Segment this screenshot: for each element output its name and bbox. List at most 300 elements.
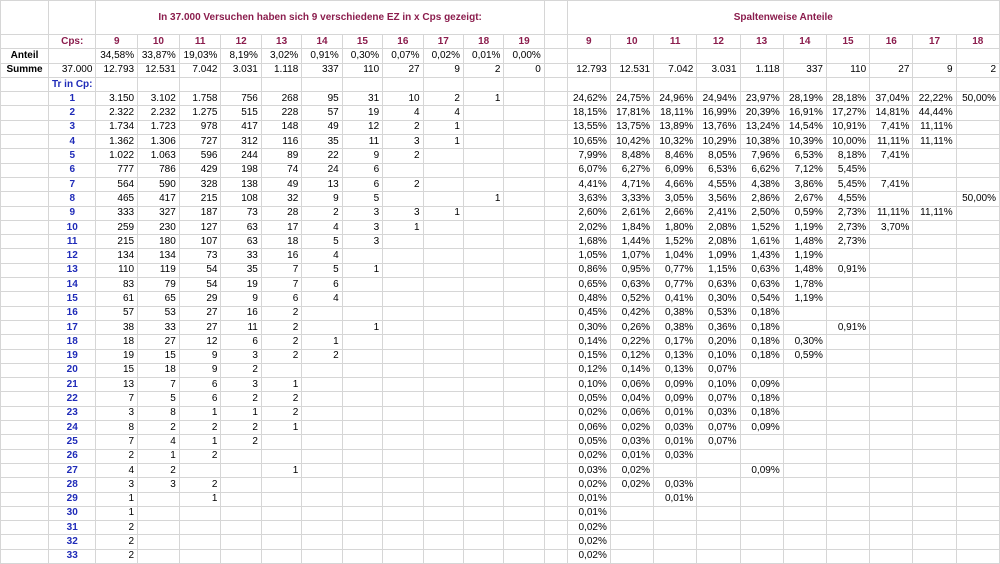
count-cell[interactable] bbox=[463, 535, 503, 549]
share-cell[interactable]: 0,63% bbox=[610, 278, 653, 292]
count-cell[interactable] bbox=[383, 349, 423, 363]
right-cps-header[interactable]: 17 bbox=[913, 35, 956, 49]
count-cell[interactable]: 590 bbox=[138, 177, 180, 191]
tr-index[interactable]: 1 bbox=[49, 92, 96, 106]
share-cell[interactable] bbox=[870, 378, 913, 392]
share-cell[interactable]: 0,05% bbox=[567, 435, 610, 449]
count-cell[interactable] bbox=[504, 506, 544, 520]
count-cell[interactable] bbox=[138, 549, 180, 563]
share-cell[interactable] bbox=[870, 535, 913, 549]
right-summe-cell[interactable]: 12.793 bbox=[567, 63, 610, 77]
count-cell[interactable] bbox=[261, 478, 301, 492]
count-cell[interactable] bbox=[383, 492, 423, 506]
count-cell[interactable] bbox=[463, 463, 503, 477]
share-cell[interactable] bbox=[783, 492, 826, 506]
share-cell[interactable] bbox=[913, 521, 956, 535]
count-cell[interactable]: 4 bbox=[302, 220, 342, 234]
share-cell[interactable]: 0,54% bbox=[740, 292, 783, 306]
empty-cell[interactable] bbox=[544, 77, 567, 91]
count-cell[interactable] bbox=[504, 220, 544, 234]
count-cell[interactable]: 11 bbox=[221, 320, 261, 334]
share-cell[interactable] bbox=[826, 521, 869, 535]
empty-cell[interactable] bbox=[342, 77, 382, 91]
empty-cell[interactable] bbox=[544, 278, 567, 292]
count-cell[interactable]: 312 bbox=[221, 135, 261, 149]
count-cell[interactable]: 1 bbox=[96, 506, 138, 520]
empty-cell[interactable] bbox=[544, 492, 567, 506]
share-cell[interactable]: 0,01% bbox=[654, 492, 697, 506]
empty-cell[interactable] bbox=[1, 163, 49, 177]
share-cell[interactable] bbox=[870, 249, 913, 263]
share-cell[interactable]: 1,19% bbox=[783, 292, 826, 306]
tr-index[interactable]: 13 bbox=[49, 263, 96, 277]
empty-cell[interactable] bbox=[49, 1, 96, 35]
share-cell[interactable]: 2,02% bbox=[567, 220, 610, 234]
share-cell[interactable]: 3,05% bbox=[654, 192, 697, 206]
empty-cell[interactable] bbox=[544, 1, 567, 35]
count-cell[interactable]: 148 bbox=[261, 120, 301, 134]
count-cell[interactable]: 89 bbox=[261, 149, 301, 163]
share-cell[interactable]: 4,55% bbox=[826, 192, 869, 206]
count-cell[interactable] bbox=[463, 363, 503, 377]
count-cell[interactable] bbox=[383, 406, 423, 420]
share-cell[interactable]: 3,70% bbox=[870, 220, 913, 234]
empty-cell[interactable] bbox=[956, 49, 999, 63]
count-cell[interactable] bbox=[383, 335, 423, 349]
count-cell[interactable] bbox=[383, 449, 423, 463]
share-cell[interactable] bbox=[783, 306, 826, 320]
share-cell[interactable] bbox=[956, 349, 999, 363]
count-cell[interactable]: 1 bbox=[302, 335, 342, 349]
right-cps-header[interactable]: 13 bbox=[740, 35, 783, 49]
share-cell[interactable]: 7,41% bbox=[870, 120, 913, 134]
count-cell[interactable] bbox=[504, 135, 544, 149]
empty-cell[interactable] bbox=[544, 406, 567, 420]
tr-index[interactable]: 30 bbox=[49, 506, 96, 520]
share-cell[interactable]: 0,12% bbox=[567, 363, 610, 377]
empty-cell[interactable] bbox=[544, 320, 567, 334]
count-cell[interactable] bbox=[342, 363, 382, 377]
empty-cell[interactable] bbox=[138, 77, 180, 91]
share-cell[interactable] bbox=[870, 306, 913, 320]
share-cell[interactable]: 0,02% bbox=[567, 549, 610, 563]
count-cell[interactable]: 63 bbox=[221, 220, 261, 234]
share-cell[interactable] bbox=[913, 506, 956, 520]
count-cell[interactable] bbox=[261, 506, 301, 520]
count-cell[interactable]: 119 bbox=[138, 263, 180, 277]
share-cell[interactable]: 0,02% bbox=[567, 535, 610, 549]
count-cell[interactable] bbox=[504, 263, 544, 277]
cps-label[interactable]: Cps: bbox=[49, 35, 96, 49]
share-cell[interactable]: 6,53% bbox=[697, 163, 740, 177]
share-cell[interactable] bbox=[783, 421, 826, 435]
count-cell[interactable]: 2 bbox=[221, 392, 261, 406]
share-cell[interactable] bbox=[913, 363, 956, 377]
empty-cell[interactable] bbox=[956, 77, 999, 91]
count-cell[interactable]: 6 bbox=[179, 378, 221, 392]
right-summe-cell[interactable]: 27 bbox=[870, 63, 913, 77]
count-cell[interactable]: 3 bbox=[221, 349, 261, 363]
anteil-cell[interactable]: 34,58% bbox=[96, 49, 138, 63]
empty-cell[interactable] bbox=[544, 120, 567, 134]
count-cell[interactable] bbox=[504, 463, 544, 477]
empty-cell[interactable] bbox=[423, 77, 463, 91]
count-cell[interactable]: 65 bbox=[138, 292, 180, 306]
empty-cell[interactable] bbox=[697, 49, 740, 63]
tr-index[interactable]: 6 bbox=[49, 163, 96, 177]
share-cell[interactable]: 0,09% bbox=[654, 392, 697, 406]
share-cell[interactable] bbox=[783, 320, 826, 334]
count-cell[interactable] bbox=[302, 478, 342, 492]
share-cell[interactable]: 0,05% bbox=[567, 392, 610, 406]
share-cell[interactable]: 18,11% bbox=[654, 106, 697, 120]
share-cell[interactable]: 1,80% bbox=[654, 220, 697, 234]
left-title[interactable]: In 37.000 Versuchen haben sich 9 verschiedene EZ in x Cps gezeigt: bbox=[96, 1, 544, 35]
share-cell[interactable] bbox=[870, 492, 913, 506]
share-cell[interactable] bbox=[956, 120, 999, 134]
count-cell[interactable] bbox=[302, 549, 342, 563]
count-cell[interactable]: 3 bbox=[383, 206, 423, 220]
empty-cell[interactable] bbox=[1, 363, 49, 377]
share-cell[interactable] bbox=[870, 278, 913, 292]
count-cell[interactable]: 327 bbox=[138, 206, 180, 220]
count-cell[interactable] bbox=[463, 335, 503, 349]
empty-cell[interactable] bbox=[544, 206, 567, 220]
share-cell[interactable]: 0,77% bbox=[654, 278, 697, 292]
count-cell[interactable] bbox=[342, 463, 382, 477]
share-cell[interactable]: 2,73% bbox=[826, 206, 869, 220]
count-cell[interactable]: 8 bbox=[96, 421, 138, 435]
count-cell[interactable] bbox=[342, 378, 382, 392]
share-cell[interactable]: 6,53% bbox=[783, 149, 826, 163]
share-cell[interactable]: 11,11% bbox=[913, 206, 956, 220]
count-cell[interactable] bbox=[463, 306, 503, 320]
share-cell[interactable] bbox=[783, 478, 826, 492]
share-cell[interactable]: 2,86% bbox=[740, 192, 783, 206]
empty-cell[interactable] bbox=[1, 521, 49, 535]
count-cell[interactable] bbox=[342, 492, 382, 506]
summe-cell[interactable]: 12.793 bbox=[96, 63, 138, 77]
share-cell[interactable] bbox=[870, 163, 913, 177]
count-cell[interactable] bbox=[221, 549, 261, 563]
share-cell[interactable]: 1,52% bbox=[654, 235, 697, 249]
count-cell[interactable] bbox=[504, 406, 544, 420]
share-cell[interactable] bbox=[654, 535, 697, 549]
count-cell[interactable] bbox=[261, 521, 301, 535]
share-cell[interactable]: 0,59% bbox=[783, 349, 826, 363]
count-cell[interactable] bbox=[261, 549, 301, 563]
share-cell[interactable]: 7,99% bbox=[567, 149, 610, 163]
share-cell[interactable]: 1,48% bbox=[783, 235, 826, 249]
summe-cell[interactable]: 0 bbox=[504, 63, 544, 77]
tr-index[interactable]: 33 bbox=[49, 549, 96, 563]
count-cell[interactable] bbox=[179, 549, 221, 563]
share-cell[interactable] bbox=[956, 135, 999, 149]
count-cell[interactable]: 596 bbox=[179, 149, 221, 163]
share-cell[interactable]: 0,63% bbox=[697, 278, 740, 292]
share-cell[interactable] bbox=[956, 463, 999, 477]
share-cell[interactable] bbox=[913, 149, 956, 163]
share-cell[interactable] bbox=[956, 406, 999, 420]
share-cell[interactable]: 0,03% bbox=[654, 478, 697, 492]
count-cell[interactable] bbox=[302, 421, 342, 435]
share-cell[interactable]: 7,96% bbox=[740, 149, 783, 163]
cps-header[interactable]: 16 bbox=[383, 35, 423, 49]
share-cell[interactable]: 0,14% bbox=[567, 335, 610, 349]
share-cell[interactable] bbox=[870, 421, 913, 435]
share-cell[interactable] bbox=[913, 192, 956, 206]
count-cell[interactable] bbox=[463, 521, 503, 535]
share-cell[interactable] bbox=[870, 463, 913, 477]
share-cell[interactable]: 2,41% bbox=[697, 206, 740, 220]
count-cell[interactable]: 9 bbox=[179, 363, 221, 377]
count-cell[interactable] bbox=[504, 392, 544, 406]
empty-cell[interactable] bbox=[826, 77, 869, 91]
share-cell[interactable]: 8,48% bbox=[610, 149, 653, 163]
count-cell[interactable]: 727 bbox=[179, 135, 221, 149]
share-cell[interactable]: 1,05% bbox=[567, 249, 610, 263]
summe-cell[interactable]: 110 bbox=[342, 63, 382, 77]
count-cell[interactable] bbox=[504, 320, 544, 334]
count-cell[interactable]: 4 bbox=[423, 106, 463, 120]
share-cell[interactable]: 0,38% bbox=[654, 306, 697, 320]
share-cell[interactable]: 0,01% bbox=[654, 406, 697, 420]
count-cell[interactable] bbox=[463, 406, 503, 420]
share-cell[interactable] bbox=[870, 506, 913, 520]
count-cell[interactable] bbox=[423, 421, 463, 435]
count-cell[interactable] bbox=[342, 292, 382, 306]
share-cell[interactable]: 4,38% bbox=[740, 177, 783, 191]
count-cell[interactable] bbox=[302, 306, 342, 320]
count-cell[interactable]: 2 bbox=[179, 449, 221, 463]
share-cell[interactable] bbox=[956, 378, 999, 392]
count-cell[interactable] bbox=[504, 192, 544, 206]
count-cell[interactable] bbox=[463, 449, 503, 463]
empty-cell[interactable] bbox=[544, 349, 567, 363]
count-cell[interactable] bbox=[423, 149, 463, 163]
empty-cell[interactable] bbox=[544, 549, 567, 563]
tr-index[interactable]: 23 bbox=[49, 406, 96, 420]
count-cell[interactable] bbox=[504, 163, 544, 177]
share-cell[interactable]: 0,03% bbox=[654, 421, 697, 435]
share-cell[interactable] bbox=[913, 306, 956, 320]
count-cell[interactable] bbox=[504, 306, 544, 320]
share-cell[interactable]: 10,91% bbox=[826, 120, 869, 134]
share-cell[interactable] bbox=[740, 535, 783, 549]
share-cell[interactable] bbox=[783, 449, 826, 463]
count-cell[interactable]: 1 bbox=[221, 406, 261, 420]
count-cell[interactable] bbox=[423, 449, 463, 463]
count-cell[interactable]: 333 bbox=[96, 206, 138, 220]
share-cell[interactable] bbox=[913, 549, 956, 563]
count-cell[interactable] bbox=[342, 249, 382, 263]
share-cell[interactable] bbox=[913, 249, 956, 263]
count-cell[interactable] bbox=[463, 549, 503, 563]
share-cell[interactable]: 0,15% bbox=[567, 349, 610, 363]
count-cell[interactable]: 74 bbox=[261, 163, 301, 177]
count-cell[interactable] bbox=[504, 535, 544, 549]
count-cell[interactable]: 2 bbox=[383, 149, 423, 163]
count-cell[interactable]: 1 bbox=[96, 492, 138, 506]
count-cell[interactable]: 2.232 bbox=[138, 106, 180, 120]
share-cell[interactable]: 2,60% bbox=[567, 206, 610, 220]
right-summe-cell[interactable]: 110 bbox=[826, 63, 869, 77]
share-cell[interactable]: 0,63% bbox=[740, 278, 783, 292]
count-cell[interactable] bbox=[221, 521, 261, 535]
share-cell[interactable]: 0,36% bbox=[697, 320, 740, 334]
share-cell[interactable] bbox=[913, 335, 956, 349]
empty-cell[interactable] bbox=[697, 77, 740, 91]
empty-cell[interactable] bbox=[49, 49, 96, 63]
count-cell[interactable] bbox=[463, 478, 503, 492]
count-cell[interactable]: 13 bbox=[302, 177, 342, 191]
count-cell[interactable]: 7 bbox=[96, 392, 138, 406]
share-cell[interactable]: 13,55% bbox=[567, 120, 610, 134]
share-cell[interactable] bbox=[913, 349, 956, 363]
count-cell[interactable] bbox=[504, 363, 544, 377]
empty-cell[interactable] bbox=[544, 535, 567, 549]
share-cell[interactable] bbox=[610, 521, 653, 535]
share-cell[interactable]: 0,04% bbox=[610, 392, 653, 406]
count-cell[interactable] bbox=[463, 278, 503, 292]
share-cell[interactable]: 0,07% bbox=[697, 363, 740, 377]
count-cell[interactable]: 9 bbox=[179, 349, 221, 363]
share-cell[interactable]: 0,14% bbox=[610, 363, 653, 377]
count-cell[interactable] bbox=[302, 363, 342, 377]
count-cell[interactable] bbox=[261, 535, 301, 549]
empty-cell[interactable] bbox=[1, 177, 49, 191]
count-cell[interactable] bbox=[302, 492, 342, 506]
share-cell[interactable]: 0,02% bbox=[567, 478, 610, 492]
share-cell[interactable]: 0,53% bbox=[697, 306, 740, 320]
empty-cell[interactable] bbox=[1, 335, 49, 349]
count-cell[interactable]: 1 bbox=[138, 449, 180, 463]
count-cell[interactable]: 3 bbox=[342, 220, 382, 234]
share-cell[interactable] bbox=[826, 506, 869, 520]
share-cell[interactable]: 24,75% bbox=[610, 92, 653, 106]
count-cell[interactable]: 1.734 bbox=[96, 120, 138, 134]
count-cell[interactable] bbox=[302, 320, 342, 334]
count-cell[interactable] bbox=[463, 292, 503, 306]
summe-cell[interactable]: 3.031 bbox=[221, 63, 261, 77]
share-cell[interactable]: 0,07% bbox=[697, 435, 740, 449]
empty-cell[interactable] bbox=[1, 492, 49, 506]
share-cell[interactable]: 0,09% bbox=[654, 378, 697, 392]
cps-header[interactable]: 17 bbox=[423, 35, 463, 49]
share-cell[interactable]: 0,18% bbox=[740, 406, 783, 420]
count-cell[interactable] bbox=[383, 521, 423, 535]
count-cell[interactable] bbox=[383, 549, 423, 563]
count-cell[interactable]: 564 bbox=[96, 177, 138, 191]
share-cell[interactable]: 0,10% bbox=[697, 349, 740, 363]
share-cell[interactable]: 37,04% bbox=[870, 92, 913, 106]
share-cell[interactable] bbox=[913, 235, 956, 249]
share-cell[interactable] bbox=[870, 292, 913, 306]
empty-cell[interactable] bbox=[179, 77, 221, 91]
empty-cell[interactable] bbox=[544, 220, 567, 234]
share-cell[interactable] bbox=[697, 449, 740, 463]
count-cell[interactable]: 6 bbox=[221, 335, 261, 349]
count-cell[interactable]: 5 bbox=[302, 263, 342, 277]
count-cell[interactable]: 7 bbox=[96, 435, 138, 449]
count-cell[interactable] bbox=[302, 406, 342, 420]
tr-index[interactable]: 15 bbox=[49, 292, 96, 306]
count-cell[interactable]: 1 bbox=[383, 220, 423, 234]
count-cell[interactable]: 3.150 bbox=[96, 92, 138, 106]
count-cell[interactable] bbox=[423, 278, 463, 292]
count-cell[interactable]: 57 bbox=[302, 106, 342, 120]
share-cell[interactable]: 4,66% bbox=[654, 177, 697, 191]
share-cell[interactable] bbox=[870, 406, 913, 420]
count-cell[interactable] bbox=[423, 535, 463, 549]
count-cell[interactable] bbox=[423, 378, 463, 392]
count-cell[interactable]: 13 bbox=[96, 378, 138, 392]
empty-cell[interactable] bbox=[544, 306, 567, 320]
count-cell[interactable]: 15 bbox=[96, 363, 138, 377]
count-cell[interactable] bbox=[383, 535, 423, 549]
share-cell[interactable]: 0,18% bbox=[740, 335, 783, 349]
empty-cell[interactable] bbox=[1, 92, 49, 106]
cps-header[interactable]: 12 bbox=[221, 35, 261, 49]
empty-cell[interactable] bbox=[1, 35, 49, 49]
tr-index[interactable]: 28 bbox=[49, 478, 96, 492]
count-cell[interactable] bbox=[302, 463, 342, 477]
count-cell[interactable]: 180 bbox=[138, 235, 180, 249]
count-cell[interactable] bbox=[423, 463, 463, 477]
count-cell[interactable]: 1.758 bbox=[179, 92, 221, 106]
share-cell[interactable]: 0,09% bbox=[740, 378, 783, 392]
count-cell[interactable]: 6 bbox=[302, 278, 342, 292]
share-cell[interactable]: 17,27% bbox=[826, 106, 869, 120]
share-cell[interactable]: 1,61% bbox=[740, 235, 783, 249]
count-cell[interactable]: 8 bbox=[138, 406, 180, 420]
share-cell[interactable] bbox=[826, 249, 869, 263]
count-cell[interactable]: 31 bbox=[342, 92, 382, 106]
share-cell[interactable]: 1,52% bbox=[740, 220, 783, 234]
count-cell[interactable]: 63 bbox=[221, 235, 261, 249]
count-cell[interactable]: 2 bbox=[383, 120, 423, 134]
share-cell[interactable] bbox=[956, 535, 999, 549]
summe-cell[interactable]: 2 bbox=[463, 63, 503, 77]
right-cps-header[interactable]: 15 bbox=[826, 35, 869, 49]
share-cell[interactable] bbox=[956, 521, 999, 535]
tr-index[interactable]: 3 bbox=[49, 120, 96, 134]
share-cell[interactable]: 11,11% bbox=[913, 120, 956, 134]
share-cell[interactable]: 5,45% bbox=[826, 163, 869, 177]
count-cell[interactable]: 3 bbox=[221, 378, 261, 392]
count-cell[interactable]: 2 bbox=[423, 92, 463, 106]
count-cell[interactable] bbox=[342, 421, 382, 435]
share-cell[interactable]: 0,17% bbox=[654, 335, 697, 349]
anteil-label[interactable]: Anteil bbox=[1, 49, 49, 63]
share-cell[interactable]: 0,02% bbox=[610, 478, 653, 492]
empty-cell[interactable] bbox=[544, 521, 567, 535]
count-cell[interactable] bbox=[383, 306, 423, 320]
empty-cell[interactable] bbox=[463, 77, 503, 91]
count-cell[interactable] bbox=[383, 163, 423, 177]
share-cell[interactable] bbox=[697, 478, 740, 492]
empty-cell[interactable] bbox=[1, 506, 49, 520]
empty-cell[interactable] bbox=[1, 192, 49, 206]
tr-index[interactable]: 24 bbox=[49, 421, 96, 435]
count-cell[interactable]: 4 bbox=[96, 463, 138, 477]
empty-cell[interactable] bbox=[1, 106, 49, 120]
count-cell[interactable] bbox=[383, 378, 423, 392]
share-cell[interactable]: 0,26% bbox=[610, 320, 653, 334]
empty-cell[interactable] bbox=[1, 263, 49, 277]
count-cell[interactable] bbox=[342, 406, 382, 420]
share-cell[interactable] bbox=[783, 549, 826, 563]
